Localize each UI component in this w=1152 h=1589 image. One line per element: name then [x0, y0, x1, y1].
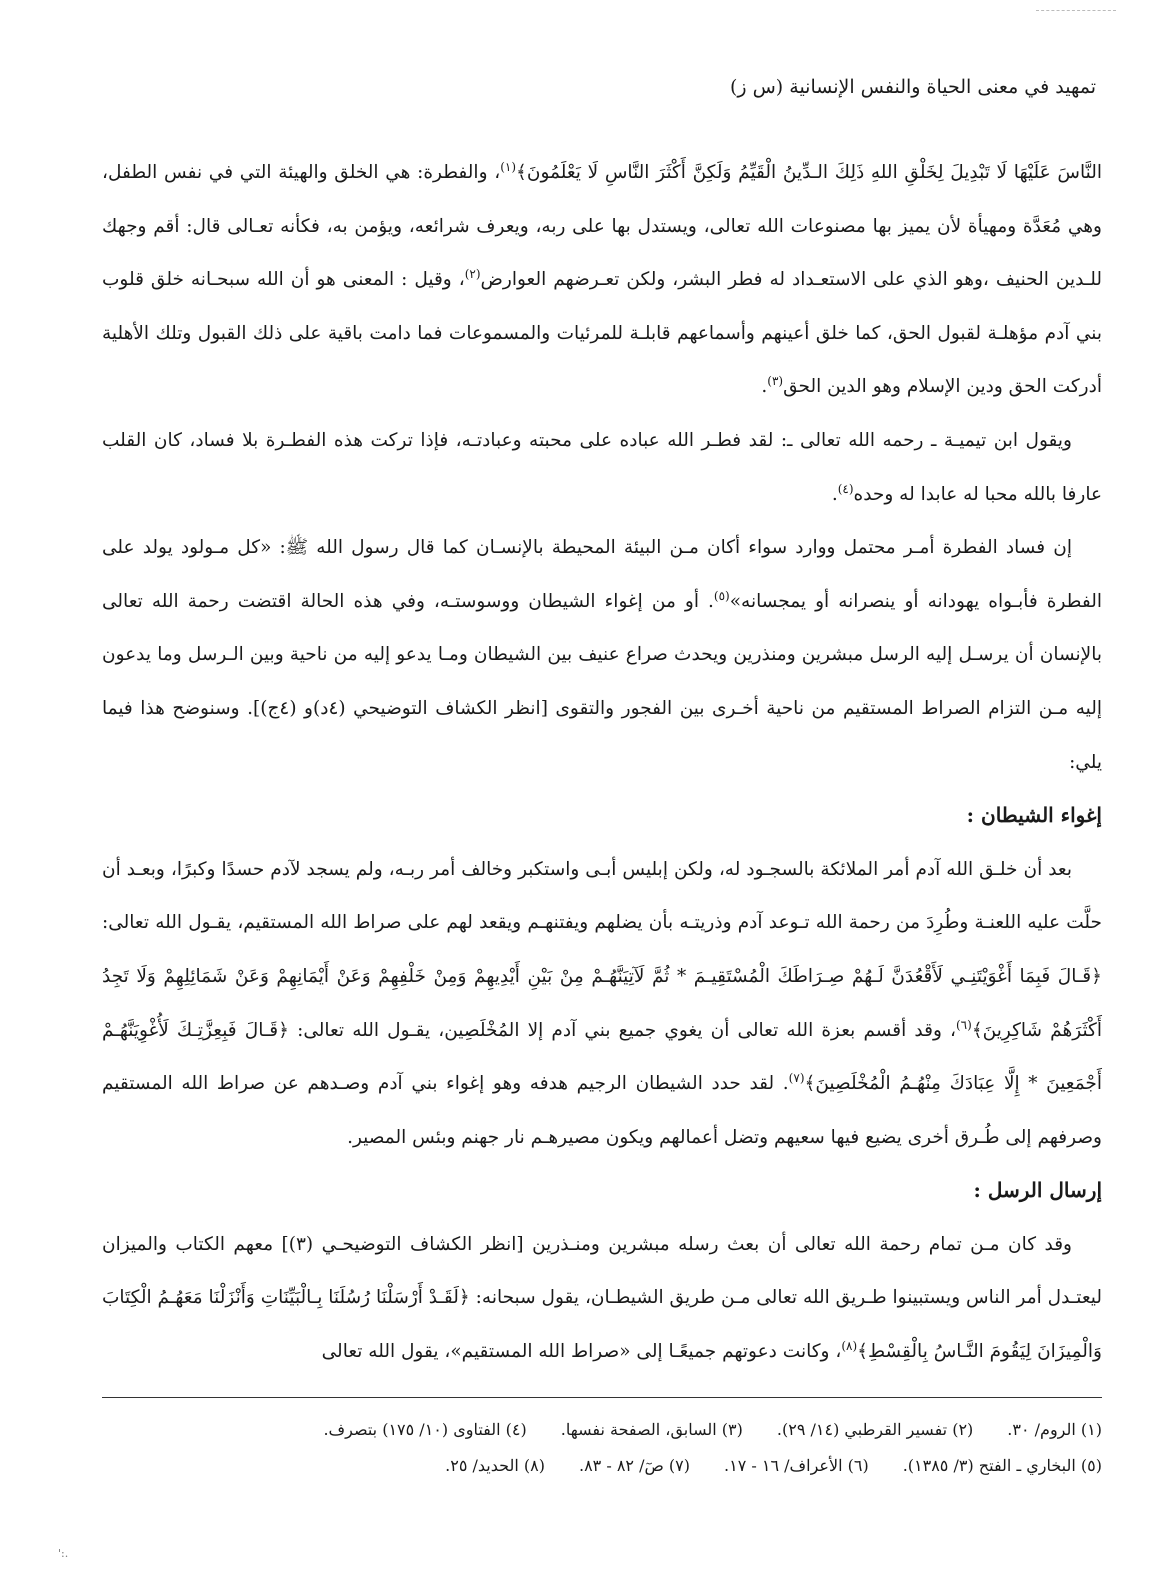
footnote-6: (٦) الأعراف/ ١٦ - ١٧.	[724, 1456, 869, 1475]
paragraph-satan-temptation	[102, 843, 1102, 1165]
footnote-2: (٢) تفسير القرطبي (١٤/ ٢٩).	[776, 1420, 974, 1439]
paragraph-sending-messengers	[102, 1218, 1102, 1379]
paragraph-text: إن فساد الفطرة أمـر محتمل ووارد سواء أكان مـن البيئة المحيطة بالإنسـان كما قال رسول الله ﷺ: «كل مـولود يولد على الفطرة فأبـواه يهودانه أو ينصرانه أو يمجسانه»	[102, 537, 1102, 612]
footnotes	[102, 1412, 1102, 1484]
paragraph-text: النَّاسَ عَلَيْهَا لَا تَبْدِيلَ لِخَلْقِ اللهِ ذَلِكَ الـدِّينُ الْقَيِّمُ وَلَكِنَّ أَكْثَرَ النَّاسِ لَا يَعْلَمُونَ﴾	[516, 162, 1103, 183]
paragraph-text: .	[761, 376, 768, 398]
paragraph-text: وقد كان مـن تمام رحمة الله تعالى أن بعث رسله مبشرين ومنـذرين [انظر الكشاف التوضيحـي (٣)] معهم الكتاب والميزان ليعتـدل أمر الناس ويستبينوا طـريق الله تعالى مـن طريق الشيطـان، يقول سبحانه: ﴿لَقَـدْ أَرْسَلْنَا رُسُلَنَا بِـالْبَيِّنَاتِ وَأَنْزَلْنَا مَعَهُـمُ الْكِتَابَ وَالْمِيزَانَ لِيَقُومَ النَّـاسُ بِالْقِسْطِ﴾	[102, 1233, 1102, 1363]
paragraph-text: ، وقيل : المعنى هو أن الله سبحـانه خلق قلوب بني آدم مؤهلـة لقبول الحق، كما خلق أعينهم وأسماعهم قابلـة للمرئيات والمسموعات فما دامت باقية على ذلك القبول وتلك الأهلية أدركت الحق ودين الإسلام وهو الدين الحق	[102, 269, 1102, 398]
section-heading-satan: إغواء الشيطان :	[966, 803, 1102, 828]
paragraph-ibn-taymiyya	[102, 414, 1102, 521]
paragraph-text: . لقد حدد الشيطان الرجيم هدفه وهو إغواء بني آدم وصـدهم عن صراط الله المستقيم وصرفهم إلى طُـرق أخرى يضيع فيها سعيهم وتضل أعمالهم ويكون مصيرهـم نار جهنم وبئس المصير.	[102, 1073, 1102, 1148]
footnote-7: (٧) صٓ/ ٨٢ - ٨٣.	[578, 1456, 691, 1475]
footnote-ref-6[interactable]: (٦)	[955, 1017, 972, 1032]
footnote-row	[102, 1412, 1102, 1448]
section-heading-messengers: إرسال الرسل :	[973, 1178, 1102, 1203]
paragraph-text: ، والفطرة: هي الخلق والهيئة التي في نفس الطفل، وهي مُعَدَّة ومهيأة لأن يميز بها مصنوعات الله تعالى، ويستدل بها على ربه، ويعرف شرائعه، ويؤمن به، فكأنه تعـالى قال: أقم وجهك للـدين الحنيف ،وهو الذي على الاستعـداد له فطر البشر، ولكن تعـرضهم العوارض	[102, 162, 1102, 291]
footnote-ref-2[interactable]: (٢)	[464, 267, 481, 282]
footnote-4: (٤) الفتاوى (١٠/ ١٧٥) بتصرف.	[323, 1420, 527, 1439]
footnote-row	[102, 1448, 1102, 1484]
footnote-ref-4[interactable]: (٤)	[837, 481, 854, 496]
paragraph-text: . أو من إغواء الشيطان ووسوستـه، وفي هذه الحالة اقتضت رحمة الله تعالى بالإنسان أن يرسـل إليه الرسل مبشرين ومنذرين ويحدث صراع عنيف بين الشيطان ومـا يدعو إليه من ناحية وبين الـرسل وما يدعون إليه مـن التزام الصراط المستقيم من ناحية أخـرى بين الفجور والتقوى [انظر الكشاف التوضيحي (٤د)و (٤ج)]. وسنوضح هذا فيما يلي:	[102, 590, 1102, 773]
footnote-1: (١) الروم/ ٣٠.	[1007, 1420, 1102, 1439]
paragraph-text: .	[831, 483, 838, 505]
paragraph-text: ، وقد أقسم بعزة الله تعالى أن يغوي جميع بني آدم إلا المُخْلَصِين، يقـول الله تعالى: ﴿قَـالَ فَبِعِزَّتِـكَ لَأُغْوِيَنَّهُـمْ أَجْمَعِينَ * إِلَّا عِبَادَكَ مِنْهُـمُ الْمُخْلَصِينَ﴾	[102, 1019, 1102, 1095]
running-title: تمهيد في معنى الحياة والنفس الإنسانية (س ز)	[729, 76, 1096, 98]
footnote-ref-5[interactable]: (٥)	[713, 588, 730, 603]
footnote-8: (٨) الحديد/ ٢٥.	[445, 1456, 545, 1475]
paragraph-text: ويقول ابن تيميـة ـ رحمه الله تعالى ـ: لقد فطـر الله عباده على محبته وعبادتـه، فإذا تركت هذه الفطـرة بلا فساد، كان القلب عارفا بالله محبا له عابدا له وحده	[102, 429, 1102, 505]
footnote-ref-3[interactable]: (٣)	[767, 374, 784, 389]
scan-mark: .:'	[58, 1547, 69, 1560]
paragraph-text: ، وكانت دعوتهم جميعًـا إلى «صراط الله المستقيم»، يقول الله تعالى	[321, 1341, 842, 1363]
footnote-3: (٣) السابق، الصفحة نفسها.	[560, 1420, 743, 1439]
footnote-ref-7[interactable]: (٧)	[788, 1070, 805, 1085]
main-text	[102, 146, 1102, 1379]
footnote-ref-8[interactable]: (٨)	[841, 1338, 858, 1353]
footnote-ref-1[interactable]: (١)	[500, 159, 517, 174]
footnote-divider	[102, 1397, 1102, 1398]
paragraph-text: بعد أن خلـق الله آدم أمر الملائكة بالسجـود له، ولكن إبليس أبـى واستكبر وخالف أمر ربـه، ولم يسجد لآدم حسدًا وكبرًا، وبعـد أن حلَّت عليه اللعنـة وطُرِدَ من رحمة الله تـوعد آدم وذريتـه بأن يضلهم ويفتنهـم ويقعد لهم على صراط الله المستقيم، يقـول الله تعالى: ﴿قَـالَ فَبِمَا أَغْوَيْتَنِـي لَأَقْعُدَنَّ لَـهُمْ صِـرَاطَكَ الْمُسْتَقِيـمَ * ثُمَّ لَآتِيَنَّهُـمْ مِنْ بَيْنِ أَيْدِيهِمْ وَمِنْ خَلْفِهِمْ وَعَنْ أَيْمَانِهِمْ وَعَنْ شَمَائِلِهِمْ وَلَا تَجِدُ أَكْثَرَهُمْ شَاكِرِينَ﴾	[102, 858, 1102, 1041]
footnote-5: (٥) البخاري ـ الفتح (٣/ ١٣٨٥).	[902, 1456, 1102, 1475]
top-edge-mark	[1036, 10, 1116, 11]
paragraph-fitra-definition	[102, 146, 1102, 414]
paragraph-corruption-of-fitra	[102, 521, 1102, 789]
